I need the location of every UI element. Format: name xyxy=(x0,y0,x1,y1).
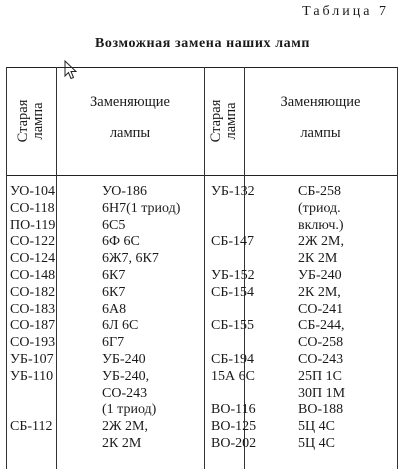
table-cell xyxy=(10,402,55,419)
header-replacement: лампы xyxy=(109,125,151,141)
table-cell: 6Ж7, 6К7 xyxy=(102,251,159,267)
table-cell: СБ-112 xyxy=(10,419,53,435)
table-cell: включ.) xyxy=(298,217,344,233)
table-cell: СО-183 xyxy=(10,301,56,317)
table-cell: СБ-258 xyxy=(298,184,342,199)
header-replacement: Заменяющие xyxy=(280,94,361,110)
table-cell: 5Ц 4С xyxy=(298,435,335,451)
table-number: Таблица 7 xyxy=(302,4,389,19)
table-cell: СО-122 xyxy=(10,234,56,250)
table-cell: 6С5 xyxy=(102,217,126,233)
table-cell: ПО-119 xyxy=(10,217,56,233)
table-cell: 6Г7 xyxy=(102,335,125,351)
table-cell: СБ-244, xyxy=(298,318,345,334)
table-cell: ВО-202 xyxy=(211,435,257,451)
table-cell: ВО-116 xyxy=(211,402,256,418)
table-cell xyxy=(102,453,180,470)
table-cell: СБ-194 xyxy=(211,351,255,367)
table-cell: УБ-152 xyxy=(211,267,255,283)
table-cell: СО-124 xyxy=(10,251,56,267)
table-cell: СБ-147 xyxy=(211,234,255,250)
table-cell xyxy=(211,251,256,268)
table-cell: СБ-154 xyxy=(211,284,255,300)
table-cell: 15А 6С xyxy=(211,368,255,384)
column-divider xyxy=(204,67,205,469)
table-cell xyxy=(211,335,256,352)
table-cell: 5Ц 4С xyxy=(298,419,335,435)
table-top-rule xyxy=(6,67,398,68)
table-cell: УБ-240 xyxy=(298,267,342,283)
table-cell xyxy=(211,302,256,319)
left-old-column xyxy=(10,184,55,470)
table-cell xyxy=(10,436,55,453)
table-cell: УБ-110 xyxy=(10,368,54,384)
table-cell: СО-243 xyxy=(102,385,148,401)
table-cell: 2К 2М xyxy=(102,435,142,451)
lamp-replacement-table xyxy=(6,67,398,469)
table-cell: 6К7 xyxy=(102,284,126,300)
header-replacement: лампы xyxy=(300,125,341,141)
table-cell: УБ-240, xyxy=(102,368,150,384)
table-cell: УБ-240 xyxy=(102,351,146,367)
table-cell: 2Ж 2М, xyxy=(102,419,148,435)
table-cell xyxy=(10,386,55,403)
table-cell: УБ-132 xyxy=(211,184,255,199)
table-cell xyxy=(211,201,256,218)
header-replacement: Заменяющие xyxy=(90,94,170,110)
table-cell: 2К 2М xyxy=(298,251,338,267)
column-divider xyxy=(6,67,7,469)
table-cell: СО-118 xyxy=(10,200,55,216)
table-cell: 6Л 6С xyxy=(102,318,139,334)
table-cell xyxy=(298,453,345,470)
right-old-column xyxy=(211,184,256,470)
table-title: Возможная замена наших ламп xyxy=(94,36,311,51)
table-cell: УО-104 xyxy=(10,184,55,199)
table-cell: (1 триод) xyxy=(102,402,157,418)
table-cell: СО-243 xyxy=(298,351,344,367)
table-cell: 30П 1М xyxy=(298,385,346,401)
table-cell: 6К7 xyxy=(102,267,126,283)
left-replacement-column xyxy=(102,184,180,470)
table-cell: СО-258 xyxy=(298,335,344,351)
table-cell xyxy=(211,453,256,470)
table-cell: ВО-188 xyxy=(298,402,344,418)
table-cell: 6А8 xyxy=(102,301,127,317)
table-cell xyxy=(10,453,55,470)
column-divider xyxy=(397,67,398,469)
header-old-lamp: Старая лампа xyxy=(208,99,239,143)
table-cell: ВО-125 xyxy=(211,419,257,435)
table-cell: СО-182 xyxy=(10,284,56,300)
table-cell: 2Ж 2М, xyxy=(298,234,344,250)
table-cell: 2К 2М, xyxy=(298,284,341,300)
right-replacement-column xyxy=(298,184,345,470)
table-cell xyxy=(211,218,256,235)
header-rule xyxy=(6,175,398,176)
table-cell: УБ-107 xyxy=(10,351,54,367)
table-cell: УО-186 xyxy=(102,184,147,199)
header-old-lamp: Старая лампа xyxy=(15,99,46,143)
table-cell: СО-148 xyxy=(10,267,56,283)
table-cell: (триод. xyxy=(298,200,341,216)
table-cell: СО-187 xyxy=(10,318,56,334)
table-cell: СО-241 xyxy=(298,301,344,317)
table-cell: 6Ф 6С xyxy=(102,234,140,250)
table-cell: 25П 1С xyxy=(298,368,342,384)
table-cell xyxy=(211,386,256,403)
table-cell: СО-193 xyxy=(10,335,56,351)
table-cell: 6Н7(1 триод) xyxy=(102,200,181,216)
table-cell: СБ-155 xyxy=(211,318,255,334)
